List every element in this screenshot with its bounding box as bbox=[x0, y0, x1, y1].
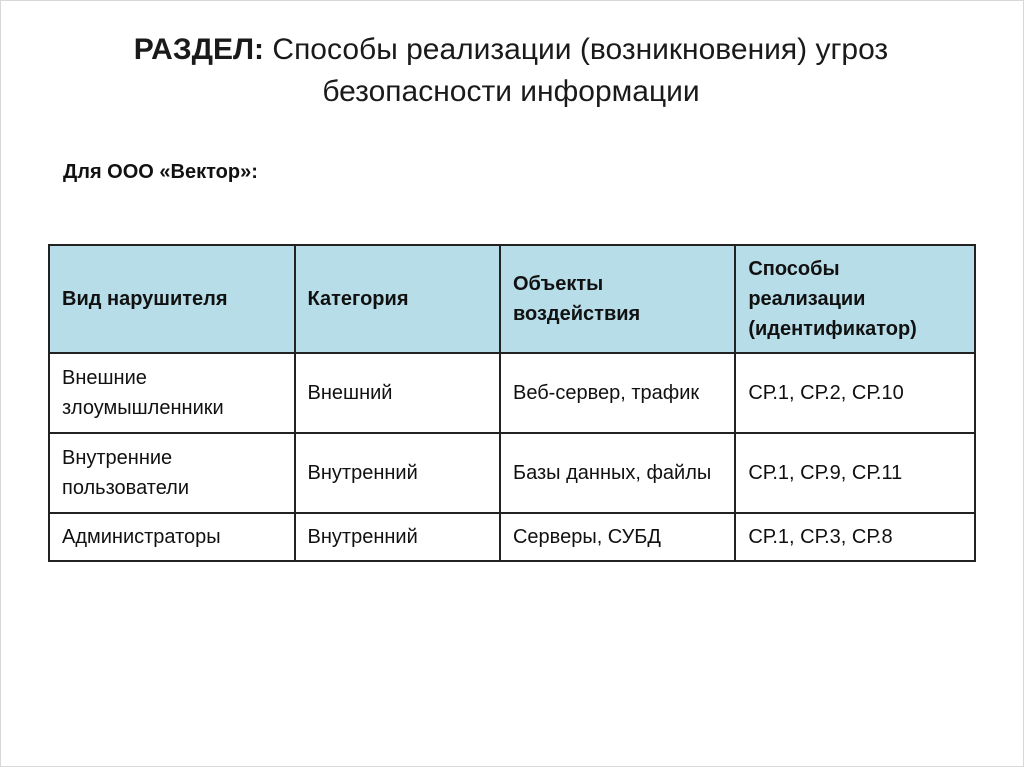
table-header-row bbox=[49, 245, 975, 353]
table-row bbox=[49, 513, 975, 561]
cell-implementation-methods: СР.1, СР.2, СР.10 bbox=[735, 353, 975, 433]
cell-violator-type: Администраторы bbox=[49, 513, 295, 561]
title-section-label: РАЗДЕЛ: bbox=[133, 33, 265, 66]
table-row bbox=[49, 353, 975, 433]
title-text: Способы реализации (возникновения) угроз безопасности информации bbox=[264, 33, 889, 108]
organization-subtitle: Для ООО «Вектор»: bbox=[63, 161, 258, 183]
header-violator-type: Вид нарушителя bbox=[49, 245, 295, 353]
slide-title bbox=[61, 29, 961, 113]
cell-violator-type: Внутренние пользователи bbox=[49, 433, 295, 513]
cell-violator-type: Внешние злоумышленники bbox=[49, 353, 295, 433]
cell-implementation-methods: СР.1, СР.3, СР.8 bbox=[735, 513, 975, 561]
cell-impact-objects: Серверы, СУБД bbox=[500, 513, 735, 561]
header-impact-objects: Объекты воздействия bbox=[500, 245, 735, 353]
cell-impact-objects: Базы данных, файлы bbox=[500, 433, 735, 513]
cell-implementation-methods: СР.1, СР.9, СР.11 bbox=[735, 433, 975, 513]
cell-impact-objects: Веб-сервер, трафик bbox=[500, 353, 735, 433]
threat-methods-table bbox=[48, 244, 976, 562]
cell-category: Внешний bbox=[295, 353, 500, 433]
cell-category: Внутренний bbox=[295, 433, 500, 513]
cell-category: Внутренний bbox=[295, 513, 500, 561]
header-category: Категория bbox=[295, 245, 500, 353]
header-implementation-methods: Способы реализации (идентификатор) bbox=[735, 245, 975, 353]
table-row bbox=[49, 433, 975, 513]
